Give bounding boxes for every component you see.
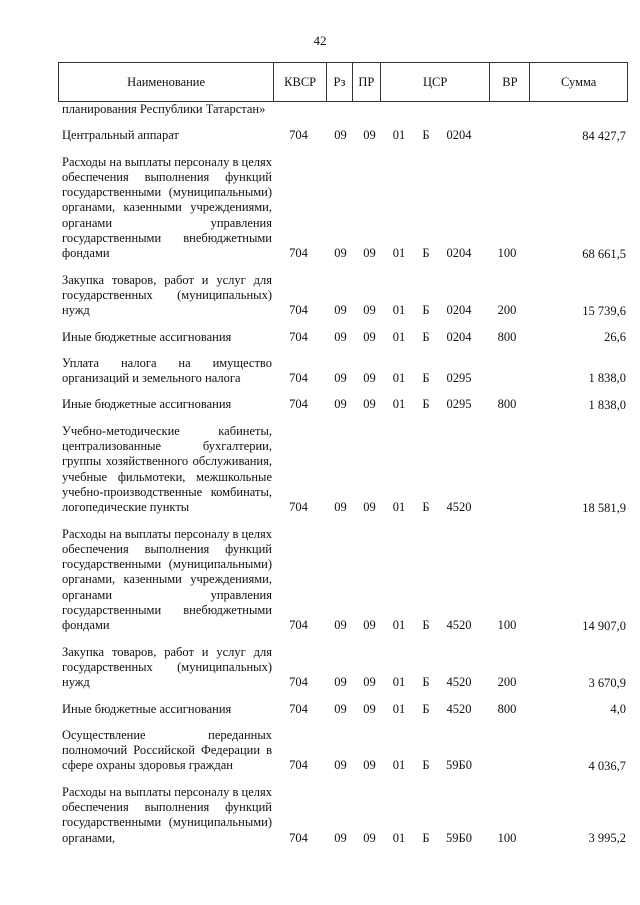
cell-name: Расходы на выплаты персоналу в целях обеспечения выполнения функций государственными (муниципальными) органами, казенными учреждениями, органами управления государственными внебюджетными фондами xyxy=(62,526,272,633)
cell-p3: 4520 xyxy=(446,701,472,716)
cell-p1: 01 xyxy=(392,371,406,386)
cell-kvsr: 704 xyxy=(289,397,308,412)
cell-p2: Б xyxy=(422,128,430,143)
cell-name: Осуществление переданных полномочий Российской Федерации в сфере охраны здоровья граждан xyxy=(62,727,272,773)
cell-p1: 01 xyxy=(392,500,406,515)
cell-vr: 100 xyxy=(497,830,517,845)
table-row xyxy=(58,785,628,849)
cell-kvsr: 704 xyxy=(289,701,308,716)
cell-kvsr: 704 xyxy=(289,371,308,386)
cell-p1: 01 xyxy=(392,397,406,412)
header-rz: Рз xyxy=(327,63,353,101)
cell-p2: Б xyxy=(422,246,430,261)
cell-kvsr: 704 xyxy=(289,128,308,143)
cell-p1: 01 xyxy=(392,758,406,773)
cell-p2: Б xyxy=(422,371,430,386)
cell-kvsr: 704 xyxy=(289,246,308,261)
table-header xyxy=(58,62,628,102)
cell-vr: 200 xyxy=(497,303,517,318)
cell-p1: 01 xyxy=(392,701,406,716)
header-kvsr: КВСР xyxy=(274,63,327,101)
cell-rz: 09 xyxy=(334,371,347,386)
cell-p3: 4520 xyxy=(446,675,472,690)
cell-sum: 14 907,0 xyxy=(582,618,626,633)
cell-name: Центральный аппарат xyxy=(62,128,179,143)
table-row xyxy=(58,102,628,120)
cell-vr: 200 xyxy=(497,675,517,690)
cell-sum: 84 427,7 xyxy=(582,128,626,143)
cell-name: Иные бюджетные ассигнования xyxy=(62,701,232,716)
cell-pr: 09 xyxy=(363,500,376,515)
cell-p2: Б xyxy=(422,329,430,344)
cell-p2: Б xyxy=(422,618,430,633)
table-row xyxy=(58,397,628,415)
cell-p3: 4520 xyxy=(446,618,472,633)
cell-p1: 01 xyxy=(392,329,406,344)
cell-p3: 0204 xyxy=(446,303,472,318)
cell-kvsr: 704 xyxy=(289,500,308,515)
cell-p3: 0204 xyxy=(446,128,472,143)
cell-sum: 1 838,0 xyxy=(588,371,626,386)
cell-rz: 09 xyxy=(334,830,347,845)
cell-p3: 0295 xyxy=(446,371,472,386)
cell-sum: 3 670,9 xyxy=(588,675,626,690)
table-row xyxy=(58,330,628,348)
cell-name: Закупка товаров, работ и услуг для государственных (муниципальных) нужд xyxy=(62,644,272,690)
cell-vr: 800 xyxy=(497,329,517,344)
table-row xyxy=(58,155,628,265)
cell-rz: 09 xyxy=(334,329,347,344)
cell-p2: Б xyxy=(422,303,430,318)
cell-name: Учебно-методические кабинеты, централизованные бухгалтерии, группы хозяйственного обслуживания, учебные фильмотеки, межшкольные учебно-производственные комбинаты, логопедические пункты xyxy=(62,423,272,515)
cell-p2: Б xyxy=(422,397,430,412)
cell-kvsr: 704 xyxy=(289,618,308,633)
header-pr: ПР xyxy=(353,63,381,101)
table-row xyxy=(58,702,628,720)
cell-name: Иные бюджетные ассигнования xyxy=(62,397,232,412)
header-vr: ВР xyxy=(490,63,530,101)
cell-p3: 59Б0 xyxy=(446,830,472,845)
cell-sum: 4 036,7 xyxy=(588,758,626,773)
cell-rz: 09 xyxy=(334,500,347,515)
cell-pr: 09 xyxy=(363,397,376,412)
cell-kvsr: 704 xyxy=(289,303,308,318)
cell-pr: 09 xyxy=(363,758,376,773)
cell-sum: 3 995,2 xyxy=(588,830,626,845)
cell-pr: 09 xyxy=(363,246,376,261)
cell-kvsr: 704 xyxy=(289,830,308,845)
cell-pr: 09 xyxy=(363,371,376,386)
cell-rz: 09 xyxy=(334,701,347,716)
cell-sum: 68 661,5 xyxy=(582,246,626,261)
table-row xyxy=(58,645,628,694)
cell-pr: 09 xyxy=(363,830,376,845)
cell-name: Закупка товаров, работ и услуг для государственных (муниципальных) нужд xyxy=(62,272,272,318)
cell-pr: 09 xyxy=(363,701,376,716)
cell-vr: 800 xyxy=(497,701,517,716)
cell-sum: 1 838,0 xyxy=(588,397,626,412)
cell-p3: 0204 xyxy=(446,329,472,344)
cell-name: Расходы на выплаты персоналу в целях обеспечения выполнения функций государственными (муниципальными) органами, xyxy=(62,784,272,845)
cell-p3: 0204 xyxy=(446,246,472,261)
cell-sum: 15 739,6 xyxy=(582,303,626,318)
cell-kvsr: 704 xyxy=(289,758,308,773)
cell-p1: 01 xyxy=(392,618,406,633)
table-row xyxy=(58,356,628,390)
cell-p2: Б xyxy=(422,500,430,515)
cell-rz: 09 xyxy=(334,618,347,633)
table-row xyxy=(58,424,628,519)
cell-pr: 09 xyxy=(363,128,376,143)
cell-vr: 100 xyxy=(497,618,517,633)
cell-p1: 01 xyxy=(392,675,406,690)
cell-rz: 09 xyxy=(334,303,347,318)
cell-p3: 4520 xyxy=(446,500,472,515)
cell-sum: 4,0 xyxy=(610,701,626,716)
cell-name: Уплата налога на имущество организаций и земельного налога xyxy=(62,355,272,386)
cell-p2: Б xyxy=(422,675,430,690)
cell-pr: 09 xyxy=(363,675,376,690)
cell-p1: 01 xyxy=(392,246,406,261)
cell-sum: 26,6 xyxy=(604,329,626,344)
cell-p1: 01 xyxy=(392,830,406,845)
cell-pr: 09 xyxy=(363,329,376,344)
table-row xyxy=(58,128,628,146)
cell-p2: Б xyxy=(422,758,430,773)
cell-rz: 09 xyxy=(334,128,347,143)
header-sum: Сумма xyxy=(560,74,597,89)
table-row xyxy=(58,273,628,322)
cell-p2: Б xyxy=(422,701,430,716)
cell-p2: Б xyxy=(422,830,430,845)
cell-rz: 09 xyxy=(334,758,347,773)
table-body xyxy=(58,102,628,849)
cell-p1: 01 xyxy=(392,128,406,143)
cell-name: Расходы на выплаты персоналу в целях обеспечения выполнения функций государственными (муниципальными) органами, казенными учреждениями, органами управления государственными внебюджетными фондами xyxy=(62,154,272,261)
cell-kvsr: 704 xyxy=(289,675,308,690)
table-row xyxy=(58,728,628,777)
page-number: 42 xyxy=(313,33,327,48)
cell-p1: 01 xyxy=(392,303,406,318)
cell-rz: 09 xyxy=(334,675,347,690)
cell-name: Иные бюджетные ассигнования xyxy=(62,329,232,344)
cell-vr: 800 xyxy=(497,397,517,412)
cell-name: планирования Республики Татарстан» xyxy=(62,102,266,116)
cell-sum: 18 581,9 xyxy=(582,500,626,515)
table-row xyxy=(58,527,628,637)
cell-p3: 0295 xyxy=(446,397,472,412)
cell-pr: 09 xyxy=(363,618,376,633)
cell-kvsr: 704 xyxy=(289,329,308,344)
cell-p3: 59Б0 xyxy=(446,758,472,773)
cell-rz: 09 xyxy=(334,397,347,412)
cell-rz: 09 xyxy=(334,246,347,261)
cell-vr: 100 xyxy=(497,246,517,261)
cell-pr: 09 xyxy=(363,303,376,318)
header-csr: ЦСР xyxy=(381,63,491,101)
header-name: Наименование xyxy=(59,63,274,101)
